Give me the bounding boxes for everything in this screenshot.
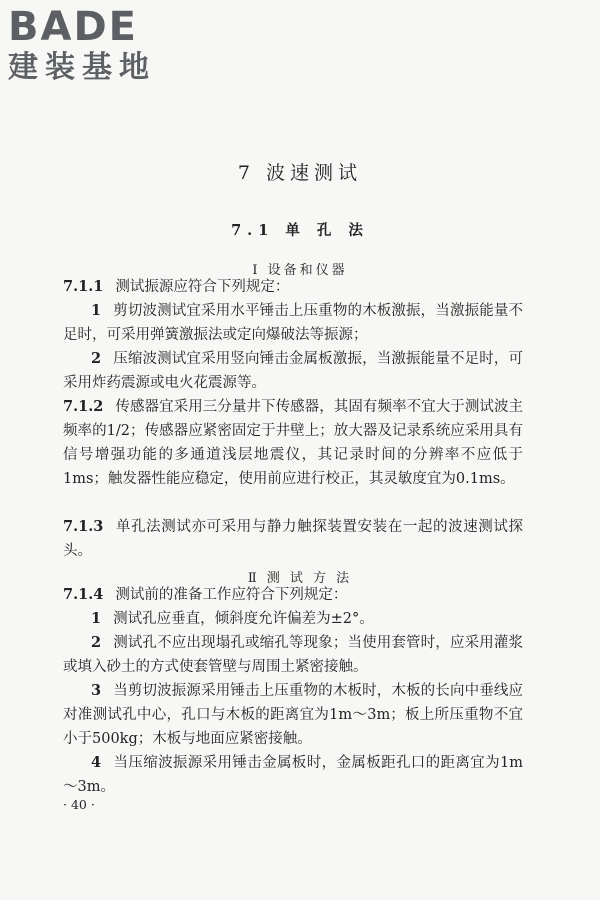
clause-number: 7.1.4 (63, 586, 104, 603)
section-title: 7.1 单 孔 法 (231, 222, 369, 239)
clause-7-1-2 (63, 395, 523, 491)
clause-number: 7.1.2 (63, 398, 104, 415)
clause-text: 测试振源应符合下列规定： (115, 279, 290, 295)
item-number: 1 (91, 302, 102, 319)
item-text: 当剪切波振源采用锤击上压重物的木板时，木板的长向中垂线应对准测试孔中心，孔口与木板的距离宜为1m～3m；板上所压重物不宜小于500kg；木板与地面应紧密接触。 (63, 683, 523, 747)
clause-7-1-4-item-3 (63, 679, 523, 751)
clause-text: 测试前的准备工作应符合下列规定： (115, 587, 348, 603)
item-text: 压缩波测试宜采用竖向锤击金属板激振，当激振能量不足时，可采用炸药震源或电火花震源等。 (63, 351, 523, 391)
clause-text: 传感器宜采用三分量井下传感器，其固有频率不宜大于测试波主频率的1/2；传感器应紧密固定于井壁上；放大器及记录系统应采用具有信号增强功能的多通道浅层地震仪，其记录时间的分辨率不应低于1ms；触发器性能应稳定，使用前应进行校正，其灵敏度宜为0.1ms。 (63, 399, 523, 487)
item-text: 当压缩波振源采用锤击金属板时，金属板距孔口的距离宜为1m～3m。 (63, 755, 523, 795)
clause-7-1-1-item-1 (63, 299, 523, 347)
subsection-heading-equipment: Ⅰ 设备和仪器 (252, 263, 348, 278)
clause-7-1-1 (63, 275, 523, 299)
clause-number: 7.1.1 (63, 278, 104, 295)
logo-text-zh: 建装基地 (8, 50, 156, 85)
item-number: 4 (91, 754, 102, 771)
logo-text-en: BADE (8, 4, 138, 50)
item-text: 测试孔不应出现塌孔或缩孔等现象；当使用套管时，应采用灌浆或填入砂土的方式使套管壁与周围土紧密接触。 (63, 635, 523, 675)
item-number: 3 (91, 682, 102, 699)
clause-7-1-4 (63, 583, 523, 607)
clause-7-1-4-item-1 (63, 607, 523, 631)
item-text: 测试孔应垂直，倾斜度允许偏差为±2°。 (113, 611, 374, 627)
chapter-title: 7 波速测试 (237, 162, 363, 184)
item-text: 剪切波测试宜采用水平锤击上压重物的木板激振，当激振能量不足时，可采用弹簧激振法或定向爆破法等振源； (63, 303, 523, 343)
item-number: 2 (91, 350, 102, 367)
subsection-heading-method: Ⅱ 测 试 方 法 (247, 571, 353, 586)
clause-text: 单孔法测试亦可采用与静力触探装置安装在一起的波速测试探头。 (63, 519, 523, 559)
item-number: 1 (91, 610, 102, 627)
clause-number: 7.1.3 (63, 518, 104, 535)
clause-7-1-4-item-4 (63, 751, 523, 799)
page-number: · 40 · (63, 797, 95, 812)
clause-7-1-4-item-2 (63, 631, 523, 679)
clause-7-1-3 (63, 515, 523, 563)
item-number: 2 (91, 634, 102, 651)
publisher-logo (8, 4, 156, 86)
clause-7-1-1-item-2 (63, 347, 523, 395)
